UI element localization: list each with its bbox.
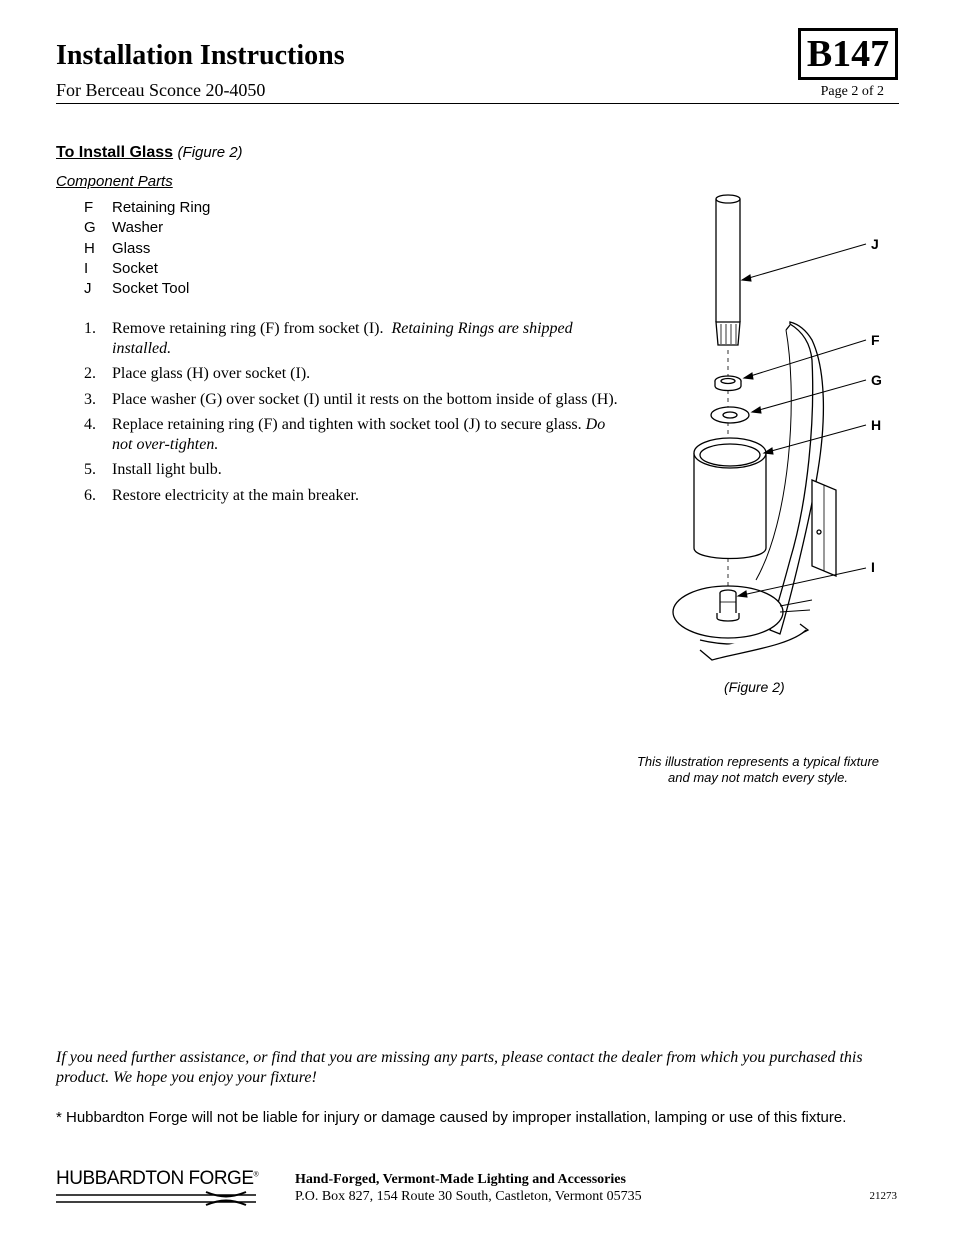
step-number: 4.: [84, 416, 96, 433]
figure-caption: (Figure 2): [724, 679, 785, 695]
figure-label-h: H: [871, 417, 882, 433]
component-parts-list: [84, 198, 210, 299]
figure-label-f: F: [871, 332, 880, 348]
hubbardton-forge-logo: [56, 1168, 266, 1210]
part-item: [84, 279, 210, 299]
header-divider: [56, 103, 899, 104]
part-letter: J: [84, 280, 92, 298]
part-item: [84, 259, 210, 279]
step-note: Retaining Rings are shipped installed.: [112, 320, 573, 357]
figure-note: This illustration represents a typical fixture and may not match every style.: [636, 754, 880, 785]
document-code-box: B147: [798, 28, 898, 80]
liability-disclaimer: * Hubbardton Forge will not be liable for injury or damage caused by improper installation, lamping or use of this fixture.: [56, 1109, 847, 1126]
part-letter: I: [84, 259, 89, 277]
instruction-steps: [84, 319, 619, 511]
washer-part: [711, 407, 749, 423]
company-tagline: Hand-Forged, Vermont-Made Lighting and Accessories: [295, 1172, 626, 1187]
instruction-step: [84, 319, 619, 358]
instruction-step: [84, 390, 619, 410]
section-heading-text: To Install Glass: [56, 144, 174, 161]
part-letter: H: [84, 239, 95, 257]
part-item: [84, 218, 210, 238]
step-text: Replace retaining ring (F) and tighten with socket tool (J) to secure glass.: [112, 416, 582, 433]
retaining-ring-part: [715, 376, 741, 391]
part-item: [84, 239, 210, 259]
part-item: [84, 198, 210, 218]
glass-shade-part: [694, 438, 766, 559]
instruction-step: [84, 486, 619, 506]
step-text: Remove retaining ring (F) from socket (I).: [112, 320, 384, 337]
logo-underline-mark: [56, 1190, 266, 1208]
page-title: Installation Instructions: [56, 40, 345, 71]
part-name: Washer: [112, 219, 164, 237]
logo-text: HUBBARDTON FORGE: [56, 1168, 254, 1189]
part-name: Glass: [112, 239, 151, 257]
section-heading: [56, 144, 243, 162]
step-note: Do not over-tighten.: [112, 416, 606, 453]
document-number: 21273: [869, 1190, 897, 1202]
step-text: Place glass (H) over socket (I).: [112, 365, 311, 382]
sconce-exploded-diagram: [660, 190, 900, 670]
page-number: Page 2 of 2: [820, 84, 884, 99]
socket-tool-part: [716, 195, 740, 345]
part-name: Retaining Ring: [112, 199, 211, 216]
step-text: Install light bulb.: [112, 461, 222, 478]
socket-part: [717, 590, 739, 621]
assistance-note: If you need further assistance, or find that you are missing any parts, please contact the dealer from which you purchased this product. We hope you enjoy your fixture!: [56, 1049, 863, 1086]
step-number: 3.: [84, 390, 96, 408]
step-text: Restore electricity at the main breaker.: [112, 486, 359, 504]
instruction-step: [84, 415, 619, 454]
figure-label-j: J: [871, 236, 879, 252]
part-name: Socket Tool: [112, 280, 190, 298]
step-number: 2.: [84, 365, 96, 382]
logo-wordmark: [56, 1168, 266, 1190]
part-letter: F: [84, 199, 94, 216]
company-address: P.O. Box 827, 154 Route 30 South, Castleton, Vermont 05735: [295, 1189, 642, 1204]
instruction-step: [84, 364, 619, 384]
section-figure-ref: (Figure 2): [177, 144, 243, 161]
step-text: Place washer (G) over socket (I) until it rests on the bottom inside of glass (H).: [112, 390, 618, 408]
instruction-step: [84, 460, 619, 480]
step-number: 6.: [84, 486, 96, 504]
figure-label-i: I: [871, 559, 875, 575]
step-number: 5.: [84, 461, 96, 478]
page-subtitle: For Berceau Sconce 20-4050: [56, 80, 266, 100]
backplate: [812, 480, 836, 576]
figure-label-g: G: [871, 372, 882, 388]
part-letter: G: [84, 219, 96, 237]
part-name: Socket: [112, 259, 158, 277]
registered-mark: ®: [253, 1171, 259, 1179]
component-parts-heading: Component Parts: [56, 173, 173, 190]
step-number: 1.: [84, 320, 96, 337]
bobeche-dish: [673, 586, 812, 660]
